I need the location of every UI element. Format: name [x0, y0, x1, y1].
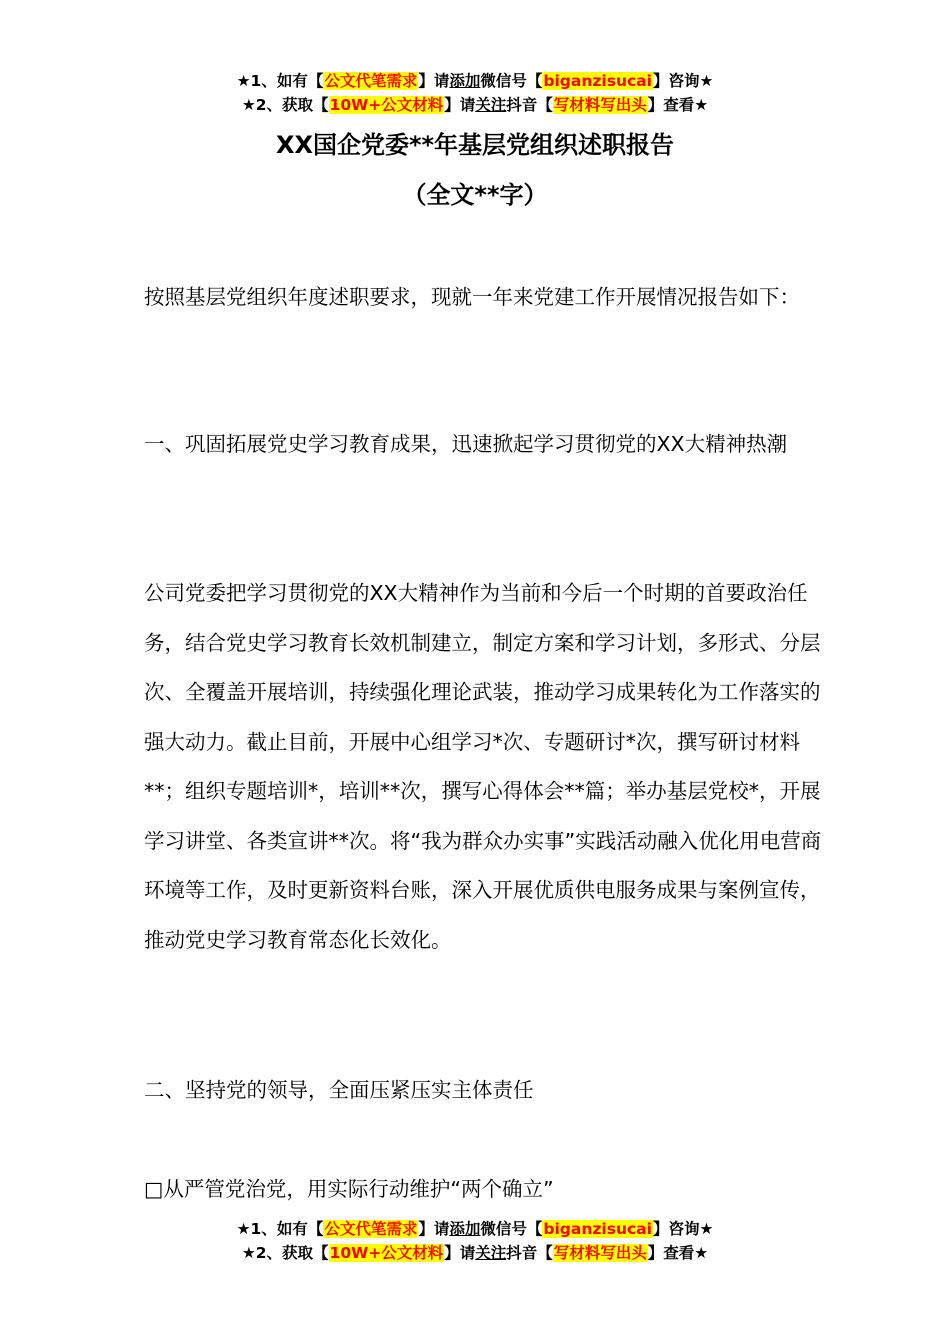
promo-highlight: 写材料写出头 — [553, 1244, 647, 1262]
promo-text: 】请 — [418, 72, 450, 90]
promo-highlight: 10W+公文材料 — [329, 96, 444, 114]
footer-promo-banner — [0, 1217, 950, 1265]
promo-highlight: 公文代笔需求 — [324, 1220, 418, 1238]
promo-text: 】请 — [418, 1220, 450, 1238]
document-subtitle: （全文**字） — [402, 181, 548, 209]
promo-text: ★1、如有【 — [236, 1220, 324, 1238]
promo-line-1 — [0, 69, 950, 93]
promo-line-1 — [0, 1217, 950, 1241]
promo-text: 】请 — [444, 96, 476, 114]
promo-underline-text: 添加 — [449, 1220, 481, 1238]
promo-text: ★1、如有【 — [236, 72, 324, 90]
promo-highlight: biganzisucai — [543, 72, 652, 90]
section-heading-1: 一、巩固拓展党史学习教育成果，迅速掀起学习贯彻党的XX大精神热潮 — [144, 432, 788, 456]
subsection-heading-1: □从严管党治党，用实际行动维护“两个确立” — [144, 1177, 554, 1201]
promo-text: 】咨询★ — [652, 1220, 714, 1238]
promo-text: 】咨询★ — [652, 72, 714, 90]
promo-underline-text: 关注 — [475, 96, 507, 114]
promo-highlight: 写材料写出头 — [553, 96, 647, 114]
promo-text: 抖音【 — [506, 96, 553, 114]
promo-text: 】查看★ — [647, 1244, 709, 1262]
promo-highlight: 公文代笔需求 — [324, 72, 418, 90]
intro-paragraph: 按照基层党组织年度述职要求，现就一年来党建工作开展情况报告如下： — [144, 285, 800, 309]
promo-line-2 — [0, 1241, 950, 1265]
promo-text: 微信号【 — [480, 72, 543, 90]
promo-underline-text: 添加 — [449, 72, 481, 90]
promo-line-2 — [0, 93, 950, 117]
promo-text: ★2、获取【 — [241, 96, 329, 114]
promo-text: 】请 — [444, 1244, 476, 1262]
promo-text: 】查看★ — [647, 96, 709, 114]
promo-highlight: 10W+公文材料 — [329, 1244, 444, 1262]
promo-underline-text: 关注 — [475, 1244, 507, 1262]
header-promo-banner — [0, 69, 950, 117]
section-1-body: 公司党委把学习贯彻党的XX大精神作为当前和今后一个时期的首要政治任务，结合党史学习教育长效机制建立，制定方案和学习计划，多形式、分层次、全覆盖开展培训，持续强化理论武装，推动学习成果转化为工作落实的强大动力。截止目前，开展中心组学习*次、专题研讨*次，撰写研讨材料**；组织专题培训*，培训**次，撰写心得体会**篇；举办基层党校*，开展学习讲堂、各类宣讲**次。将“我为群众办实事”实践活动融入优化用电营商环境等工作，及时更新资料台账，深入开展优质供电服务成果与案例宣传，推动党史学习教育常态化长效化。 — [144, 581, 822, 952]
document-title: XX国企党委**年基层党组织述职报告 — [275, 131, 675, 159]
section-heading-2: 二、坚持党的领导，全面压紧压实主体责任 — [144, 1078, 534, 1102]
promo-text: ★2、获取【 — [241, 1244, 329, 1262]
promo-text: 抖音【 — [506, 1244, 553, 1262]
promo-highlight: biganzisucai — [543, 1220, 652, 1238]
promo-text: 微信号【 — [480, 1220, 543, 1238]
